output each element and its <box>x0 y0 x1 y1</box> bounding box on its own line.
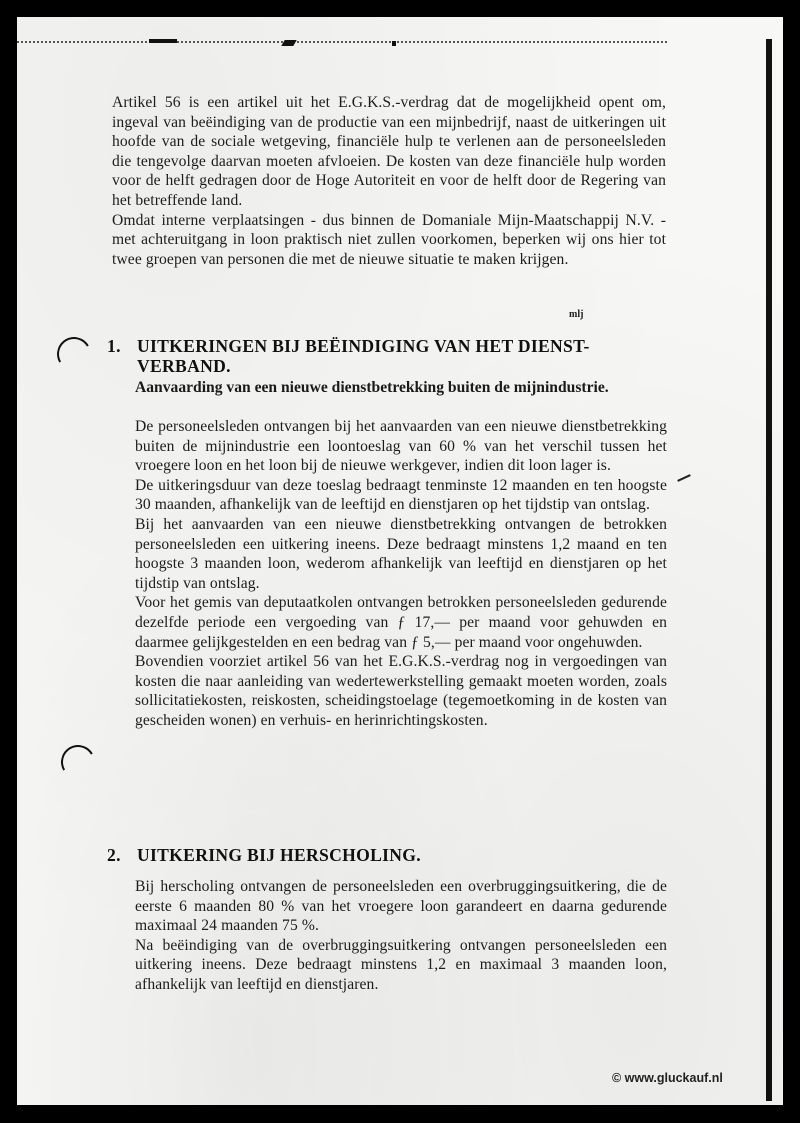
section-2-body <box>135 877 667 995</box>
section-paragraph: Bovendien voorziet artikel 56 van het E.G.K.S.-verdrag nog in vergoedingen van kosten die naar aanleiding van wedertewerkstelling gemaakt moeten worden, zoals sollicitatiekosten, reiskosten, scheidingstoelage (tegemoetkoming in de kosten van gescheiden wonen) en verhuis- en herinrichtingskosten. <box>135 653 667 729</box>
scanned-page <box>17 17 783 1105</box>
section-1-subheading: Aanvaarding van een nieuwe dienstbetrekking buiten de mijnindustrie. <box>135 379 609 396</box>
section-paragraph: Voor het gemis van deputaatkolen ontvangen betrokken personeelsleden gedurende dezelfde periode een vergoeding van ƒ 17,— per maand voor gehuwden en daarmee gelijkgestelden en een bedrag van ƒ 5,— per maand voor ongehuwden. <box>135 594 667 651</box>
scan-edge-shadow <box>766 39 772 1101</box>
section-1-body <box>135 417 667 731</box>
scan-artifact-line <box>17 41 667 43</box>
initials: mlj <box>569 309 584 320</box>
section-number: 1. <box>107 336 121 356</box>
section-title: UITKERINGEN BIJ BEËINDIGING VAN HET DIENST-VERBAND. <box>137 336 590 376</box>
pen-mark <box>677 474 691 482</box>
section-paragraph: Bij herscholing ontvangen de personeelsleden een overbruggingsuitkering, die de eerste 6 maanden 80 % van het vroegere loon garandeert en daarna gedurende maximaal 24 maanden 75 %. <box>135 878 667 935</box>
scan-artifact-mark <box>392 41 396 46</box>
intro-text <box>112 93 666 269</box>
intro-paragraph: Omdat interne verplaatsingen - dus binnen de Domaniale Mijn-Maatschappij N.V. - met achteruitgang in loon praktisch niet zullen voorkomen, beperken wij ons hier tot twee groepen van personen die met de nieuwe situatie te maken krijgen. <box>112 211 666 268</box>
section-paragraph: De uitkeringsduur van deze toeslag bedraagt tenminste 12 maanden en ten hoogste 30 maanden, afhankelijk van de leeftijd en dienstjaren op het tijdstip van ontslag. <box>135 476 667 514</box>
section-paragraph: Bij het aanvaarden van een nieuwe dienstbetrekking ontvangen de betrokken personeelsleden een uitkering ineens. Deze bedraagt minstens 1,2 maand en ten hoogste 3 maanden loon, wederom afhankelijk van leeftijd en dienstjaren op het tijdstip van ontslag. <box>135 515 667 592</box>
punch-hole-mark <box>53 333 95 375</box>
section-paragraph: Na beëindiging van de overbruggingsuitkering ontvangen personeelsleden een uitkering ineens. Deze bedraagt minstens 1,2 en maximaal 3 maanden loon, afhankelijk van leeftijd en dienstjaren. <box>135 936 667 993</box>
intro-paragraph: Artikel 56 is een artikel uit het E.G.K.S.-verdrag dat de mogelijkheid opent om, ingeval van beëindiging van de productie van een mijnbedrijf, naast de uitkeringen uit hoofde van de sociale wetgeving, financiële hulp te verlenen aan de personeelsleden die tengevolge daarvan moeten afvloeien. De kosten van deze financiële hulp worden voor de helft gedragen door de Hoge Autoriteit en voor de helft door de Regering van het betreffende land. <box>112 94 666 209</box>
scan-artifact-mark <box>281 40 296 46</box>
section-paragraph: De personeelsleden ontvangen bij het aanvaarden van een nieuwe dienstbetrekking buiten de mijnindustrie een loontoeslag van 60 % van het verschil tussen het vroegere loon en het loon bij de nieuwe werkgever, indien dit loon lager is. <box>135 418 667 475</box>
punch-hole-mark <box>57 741 99 783</box>
section-number: 2. <box>107 845 121 865</box>
copyright-footer: © www.gluckauf.nl <box>612 1071 723 1085</box>
section-title: UITKERING BIJ HERSCHOLING. <box>137 845 421 865</box>
scan-artifact-mark <box>149 39 177 43</box>
